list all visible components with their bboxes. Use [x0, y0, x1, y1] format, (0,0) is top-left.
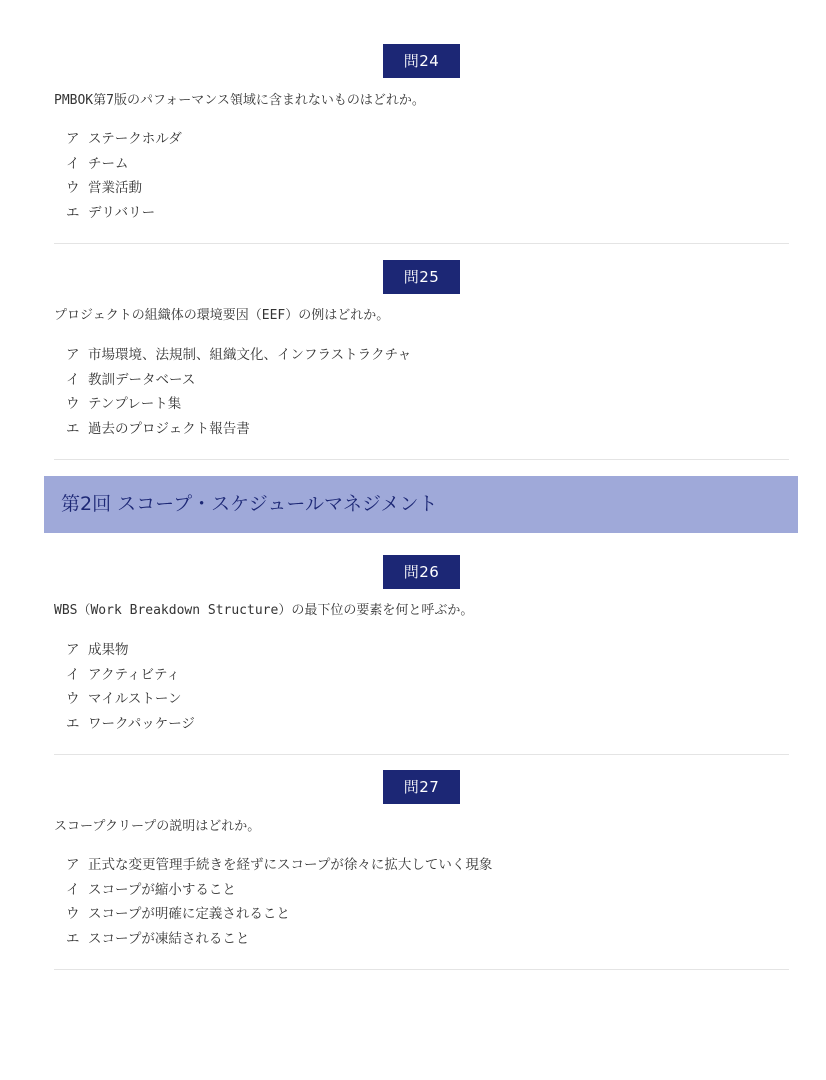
choice-mark: ウ — [66, 691, 80, 708]
choice-label: ワークパッケージ — [88, 716, 195, 733]
choice-label: スコープが縮小すること — [88, 881, 236, 898]
choice-mark: ウ — [66, 180, 80, 197]
choice-mark: ア — [66, 131, 80, 147]
choice-mark: イ — [66, 881, 80, 898]
choice-label: 過去のプロジェクト報告書 — [88, 421, 250, 438]
choice-mark: ア — [66, 347, 80, 363]
choice-item — [66, 687, 195, 712]
choice-list — [66, 853, 492, 952]
choice-item — [66, 878, 492, 903]
choice-item — [66, 152, 182, 177]
choice-item — [66, 127, 182, 152]
choice-item — [66, 902, 492, 927]
choice-list — [66, 638, 195, 737]
question-number-badge: 問25 — [383, 260, 460, 294]
section-title: 第2回 スコープ・スケジュールマネジメント — [61, 493, 438, 515]
question-text: PMBOK第7版のパフォーマンス領域に含まれないものはどれか。 — [54, 93, 425, 108]
choice-item — [66, 663, 195, 688]
question-text: スコープクリープの説明はどれか。 — [54, 819, 261, 834]
divider — [54, 243, 789, 244]
choice-mark: ア — [66, 642, 80, 658]
choice-item — [66, 638, 195, 663]
choice-mark: エ — [66, 716, 80, 733]
choice-label: ステークホルダ — [88, 131, 182, 147]
choice-mark: イ — [66, 155, 80, 172]
choice-mark: イ — [66, 666, 80, 683]
choice-item — [66, 712, 195, 737]
choice-mark: エ — [66, 421, 80, 438]
choice-label: チーム — [88, 155, 129, 172]
choice-item — [66, 853, 492, 878]
choice-label: マイルストーン — [88, 691, 182, 708]
choice-item — [66, 417, 411, 442]
choice-mark: ウ — [66, 396, 80, 413]
choice-item — [66, 392, 411, 417]
choice-label: スコープが明確に定義されること — [88, 906, 290, 923]
section-banner — [44, 476, 798, 533]
choice-label: 正式な変更管理手続きを経ずにスコープが徐々に拡大していく現象 — [88, 857, 493, 873]
question-number-badge: 問24 — [383, 44, 460, 78]
choice-mark: ウ — [66, 906, 80, 923]
choice-label: デリバリー — [88, 205, 156, 222]
question-text: WBS（Work Breakdown Structure）の最下位の要素を何と呼ぶか。 — [54, 603, 474, 618]
choice-label: 市場環境、法規制、組織文化、インフラストラクチャ — [88, 347, 412, 363]
divider — [54, 459, 789, 460]
choice-mark: エ — [66, 931, 80, 948]
choice-item — [66, 368, 411, 393]
choice-label: スコープが凍結されること — [88, 931, 250, 948]
choice-label: テンプレート集 — [88, 396, 182, 413]
choice-item — [66, 201, 182, 226]
choice-item — [66, 927, 492, 952]
choice-item — [66, 343, 411, 368]
question-number-badge: 問26 — [383, 555, 460, 589]
choice-mark: イ — [66, 371, 80, 388]
question-number-badge: 問27 — [383, 770, 460, 804]
divider — [54, 969, 789, 970]
choice-label: 営業活動 — [88, 180, 142, 197]
choice-list — [66, 343, 411, 442]
choice-label: アクティビティ — [88, 666, 180, 683]
choice-item — [66, 176, 182, 201]
choice-mark: ア — [66, 857, 80, 873]
choice-list — [66, 127, 182, 226]
choice-label: 成果物 — [88, 642, 129, 658]
divider — [54, 754, 789, 755]
question-text: プロジェクトの組織体の環境要因（EEF）の例はどれか。 — [54, 308, 390, 323]
choice-label: 教訓データベース — [88, 371, 196, 388]
choice-mark: エ — [66, 205, 80, 222]
